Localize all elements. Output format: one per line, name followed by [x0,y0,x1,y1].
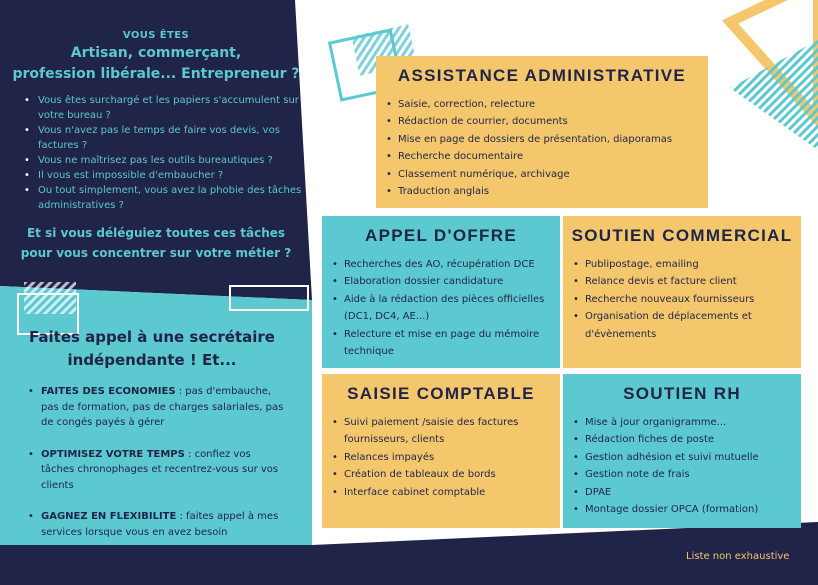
intro-cta-line2: pour vous concentrer sur votre métier ? [20,246,292,260]
card-item-list [322,256,560,360]
intro-question: • Vous ne maîtrisez pas les outils bureautiques ? [24,153,302,168]
card-item: • DPAE [563,484,801,501]
card-item: • Montage dossier OPCA (formation) [563,501,801,518]
card-item-list [563,414,801,518]
card-item: • Gestion adhésion et suivi mutuelle [563,449,801,466]
benefit-item [24,509,286,540]
benefit-text: : faites appel à mes services lorsque vous en avez besoin [41,511,279,538]
card-item: • Rédaction de courrier, documents [376,113,708,130]
card-item-list [563,256,801,343]
card-item: • Interface cabinet comptable [322,484,560,501]
card-assistance-administrative [376,56,708,208]
intro-kicker: VOUS ÊTES [122,30,190,41]
card-soutien-commercial [563,216,801,368]
card-item: • Mise en page de dossiers de présentation, diaporamas [376,131,708,148]
card-soutien-rh [563,374,801,528]
card-item: • Aide à la rédaction des pièces officielles (DC1, DC4, AE...) [322,291,560,326]
intro-headline-line1: Artisan, commerçant, [70,45,242,61]
card-title: SOUTIEN RH [623,384,741,403]
card-item: • Traduction anglais [376,183,708,200]
offer-title [14,326,290,372]
footnote: Liste non exhaustive [686,551,790,562]
card-title: SOUTIEN COMMERCIAL [571,226,793,245]
card-item: • Elaboration dossier candidature [322,273,560,290]
card-item: • Classement numérique, archivage [376,166,708,183]
benefit-item [24,384,286,431]
intro-question: • Ou tout simplement, vous avez la phobie des tâches administratives ? [24,183,302,213]
benefit-list [24,384,286,556]
benefit-label: OPTIMISEZ VOTRE TEMPS [41,448,185,460]
card-item: • Gestion note de frais [563,466,801,483]
card-item: • Mise à jour organigramme... [563,414,801,431]
card-item: • Relances impayés [322,449,560,466]
intro-headline-line2: profession libérale... Entrepreneur ? [12,66,300,82]
benefit-item [24,447,286,494]
card-item: • Création de tableaux de bords [322,466,560,483]
intro-section [10,30,302,263]
card-item: • Relecture et mise en page du mémoire technique [322,326,560,361]
offer-title-line1: Faites appel à une secrétaire [29,328,275,346]
card-saisie-comptable [322,374,560,528]
card-item-list [322,414,560,501]
benefit-text: : confiez vos tâches chronophages et recentrez-vous sur vos clients [41,448,279,491]
card-title: ASSISTANCE ADMINISTRATIVE [397,66,687,85]
card-item: • Publipostage, emailing [563,256,801,273]
card-item: • Recherches des AO, récupération DCE [322,256,560,273]
intro-question-list [24,93,302,213]
benefit-text: : pas d'embauche, pas de formation, pas de charges salariales, pas de congés payés à gérer [41,386,284,428]
card-item: • Organisation de déplacements et d'évènements [563,308,801,343]
card-item: • Relance devis et facture client [563,273,801,290]
card-item: • Recherche nouveaux fournisseurs [563,291,801,308]
intro-question: • Vous n'avez pas le temps de faire vos devis, vos factures ? [24,123,302,153]
card-appel-d-offre [322,216,560,368]
benefit-label: GAGNEZ EN FLEXIBILITE [41,511,177,522]
stripe-decoration [24,282,76,314]
intro-cta-line1: Et si vous déléguiez toutes ces tâches [26,226,286,240]
card-item: • Recherche documentaire [376,148,708,165]
offer-title-line2: indépendante ! Et... [67,351,237,369]
card-item: • Rédaction fiches de poste [563,431,801,448]
card-title: APPEL D'OFFRE [365,226,517,245]
card-item-list [376,96,708,200]
intro-question: • Il vous est impossible d'embaucher ? [24,168,302,183]
card-item: • Suivi paiement /saisie des factures fournisseurs, clients [322,414,560,449]
card-title: SAISIE COMPTABLE [347,384,535,403]
intro-question: • Vous êtes surchargé et les papiers s'accumulent sur votre bureau ? [24,93,302,123]
benefit-label: FAITES DES ECONOMIES [41,386,176,397]
card-item: • Saisie, correction, relecture [376,96,708,113]
